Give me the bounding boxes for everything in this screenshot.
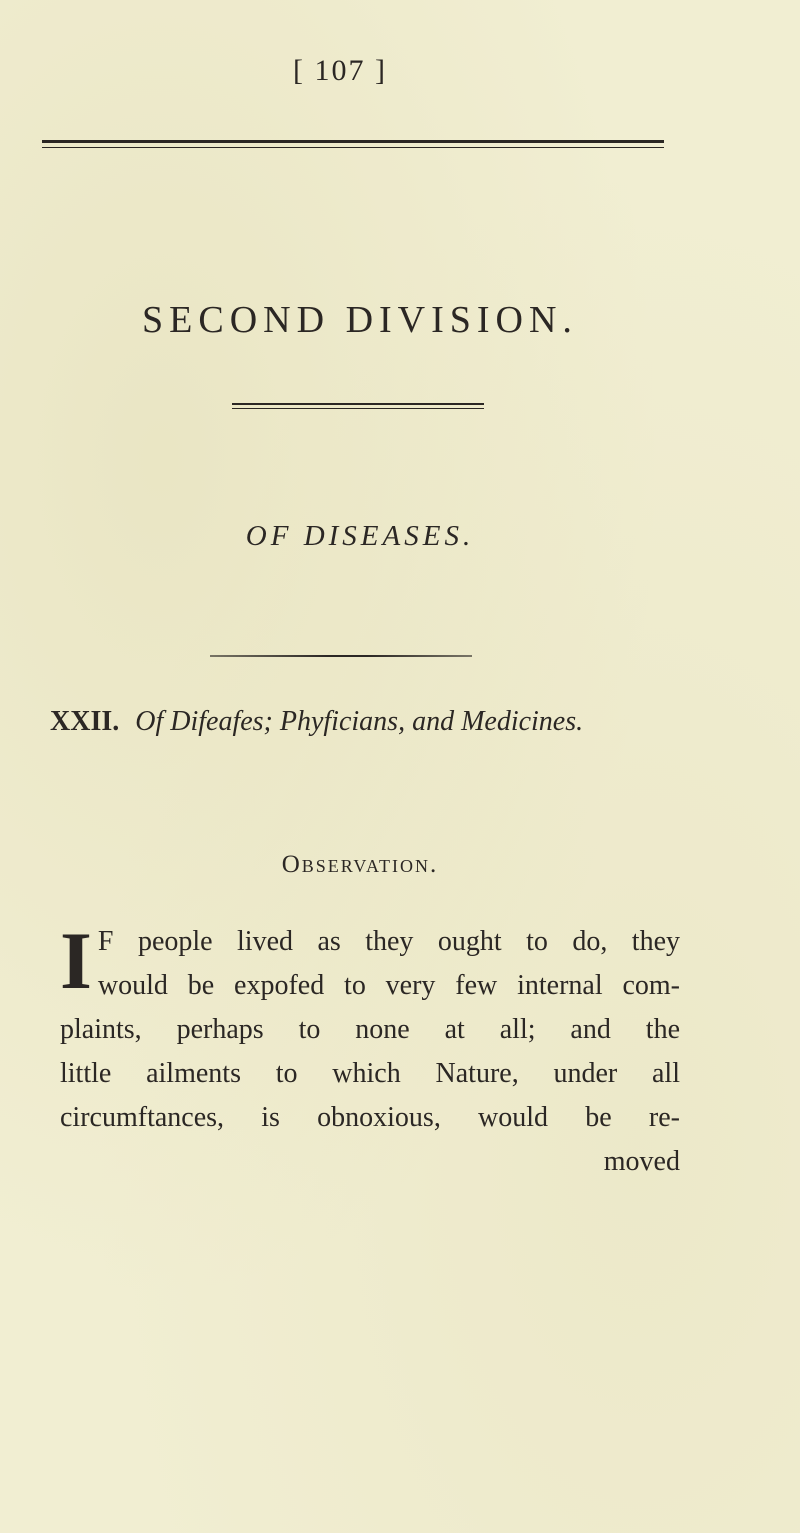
section-heading: [50, 706, 750, 738]
body-paragraph: [60, 915, 680, 1184]
header-rule: [42, 140, 664, 148]
drop-cap: I: [60, 915, 92, 1006]
observation-heading: Observation.: [281, 851, 439, 878]
page-number: [ 107 ]: [293, 54, 387, 87]
division-title: SECOND DIVISION.: [142, 299, 578, 341]
section-number: XXII.: [50, 706, 120, 737]
subtitle-rule: [210, 655, 472, 657]
body-line: plaints, perhaps to none at all; and the: [60, 1014, 680, 1045]
catchword: moved: [603, 1146, 680, 1177]
body-line: would be expofed to very few internal com-: [97, 970, 680, 1001]
body-line: circumftances, is obnoxious, would be re-: [60, 1102, 680, 1133]
body-line: F people lived as they ought to do, they: [97, 926, 680, 957]
section-title: Of Difeafes; Phyficians, and Medicines.: [135, 706, 584, 737]
division-rule: [232, 403, 484, 409]
body-line: little ailments to which Nature, under all: [60, 1058, 680, 1089]
subtitle: OF DISEASES.: [245, 520, 475, 552]
